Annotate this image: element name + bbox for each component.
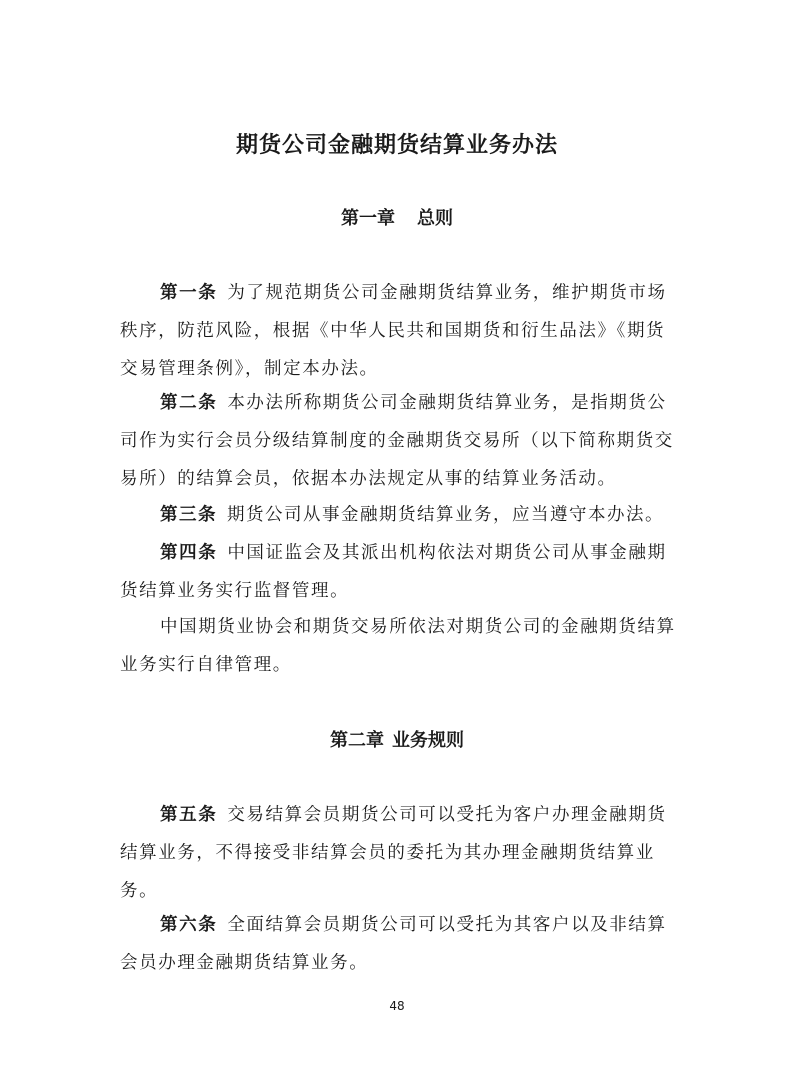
- article-4-paragraph-2: [120, 608, 676, 684]
- article-label: 第三条: [160, 505, 217, 525]
- article-text: 本办法所称期货公司金融期货结算业务，是指期货公司作为实行会员分级结算制度的金融期货交易所（以下简称期货交易所）的结算会员，依据本办法规定从事的结算业务活动。: [120, 393, 674, 489]
- article-label: 第五条: [160, 805, 218, 825]
- chapter-label: 第二章: [330, 730, 384, 751]
- article-label: 第二条: [160, 393, 218, 413]
- article-text: 期货公司从事金融期货结算业务，应当遵守本办法。: [227, 505, 664, 525]
- article-text: 全面结算会员期货公司可以受托为其客户以及非结算会员办理金融期货结算业务。: [120, 915, 667, 973]
- article-text: 为了规范期货公司金融期货结算业务，维护期货市场秩序，防范风险，根据《中华人民共和国期货和衍生品法》《期货交易管理条例》，制定本办法。: [120, 283, 667, 379]
- chapter-name: 业务规则: [392, 730, 464, 751]
- article-label: 第六条: [160, 915, 218, 935]
- article-2: [120, 384, 676, 498]
- article-text: 中国证监会及其派出机构依法对期货公司从事金融期货结算业务实行监督管理。: [120, 543, 667, 601]
- chapter-label: 第一章: [341, 208, 395, 229]
- page-number: 48: [389, 999, 405, 1013]
- chapter-heading-1: [0, 204, 794, 230]
- article-4: [120, 534, 676, 610]
- article-5: [120, 796, 676, 910]
- article-6: [120, 906, 676, 982]
- article-text: 交易结算会员期货公司可以受托为客户办理金融期货结算业务，不得接受非结算会员的委托为其办理金融期货结算业务。: [120, 805, 667, 901]
- document-title: 期货公司金融期货结算业务办法: [235, 133, 558, 158]
- article-label: 第四条: [160, 543, 218, 563]
- article-text: 中国期货业协会和期货交易所依法对期货公司的金融期货结算业务实行自律管理。: [120, 617, 676, 675]
- article-1: [120, 274, 676, 388]
- chapter-heading-2: [0, 726, 794, 752]
- article-label: 第一条: [160, 283, 218, 303]
- article-3: [120, 496, 676, 534]
- chapter-name: 总则: [417, 208, 453, 229]
